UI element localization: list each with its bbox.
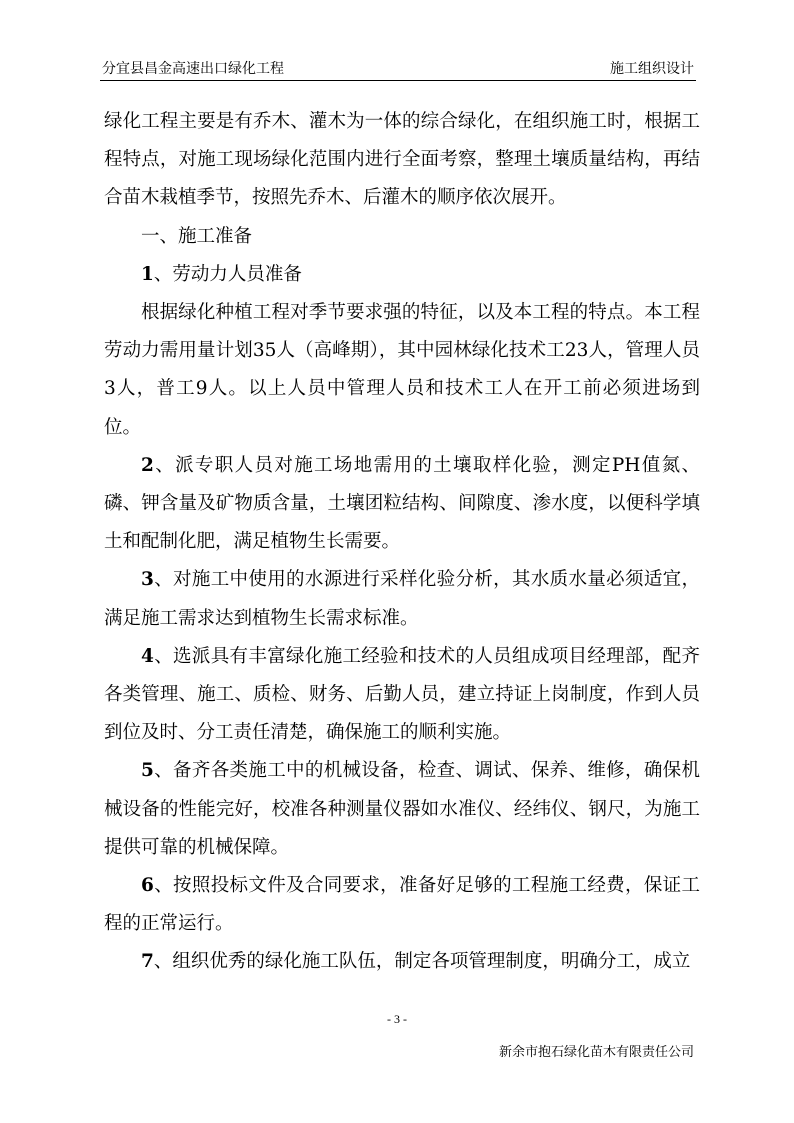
document-body xyxy=(104,103,700,982)
item-2: 2、派专职人员对施工场地需用的土壤取样化验，测定PH值氮、磷、钾含量及矿物质含量，土壤团粒结构、间隙度、渗水度，以便科学填土和配制化肥，满足植物生长需要。 xyxy=(104,454,700,553)
item-5: 5、备齐各类施工中的机械设备，检查、调试、保养、维修，确保机械设备的性能完好，校准各种测量仪器如水准仪、经纬仪、钢尺，为施工提供可靠的机械保障。 xyxy=(104,760,700,858)
header-document-type: 施工组织设计 xyxy=(610,61,694,77)
item-7: 7、组织优秀的绿化施工队伍，制定各项管理制度，明确分工，成立 xyxy=(141,951,691,973)
page-number: - 3 - xyxy=(387,1012,407,1026)
header-project-title: 分宜县昌金高速出口绿化工程 xyxy=(102,61,284,77)
item-1-body: 根据绿化种植工程对季节要求强的特征，以及本工程的特点。本工程劳动力需用量计划35人（高峰期），其中园林绿化技术工23人，管理人员3人，普工9人。以上人员中管理人员和技术工人在开工前必须进场到位。 xyxy=(104,302,700,438)
footer-company-name: 新余市抱石绿化苗木有限责任公司 xyxy=(498,1045,694,1060)
item-3: 3、对施工中使用的水源进行采样化验分析，其水质水量必须适宜，满足施工需求达到植物生长需求标准。 xyxy=(104,569,700,629)
item-1-heading: 1、劳动力人员准备 xyxy=(141,263,302,285)
item-6: 6、按照投标文件及合同要求，准备好足够的工程施工经费，保证工程的正常运行。 xyxy=(104,875,700,935)
item-4: 4、选派具有丰富绿化施工经验和技术的人员组成项目经理部，配齐各类管理、施工、质检、财务、后勤人员，建立持证上岗制度，作到人员到位及时、分工责任清楚，确保施工的顺利实施。 xyxy=(104,645,700,744)
intro-paragraph: 绿化工程主要是有乔木、灌木为一体的综合绿化，在组织施工时，根据工程特点，对施工现场绿化范围内进行全面考察，整理土壤质量结构，再结合苗木栽植季节，按照先乔木、后灌木的顺序依次展开。 xyxy=(104,111,700,209)
section-title: 一、施工准备 xyxy=(141,225,253,247)
page-header xyxy=(100,56,696,81)
